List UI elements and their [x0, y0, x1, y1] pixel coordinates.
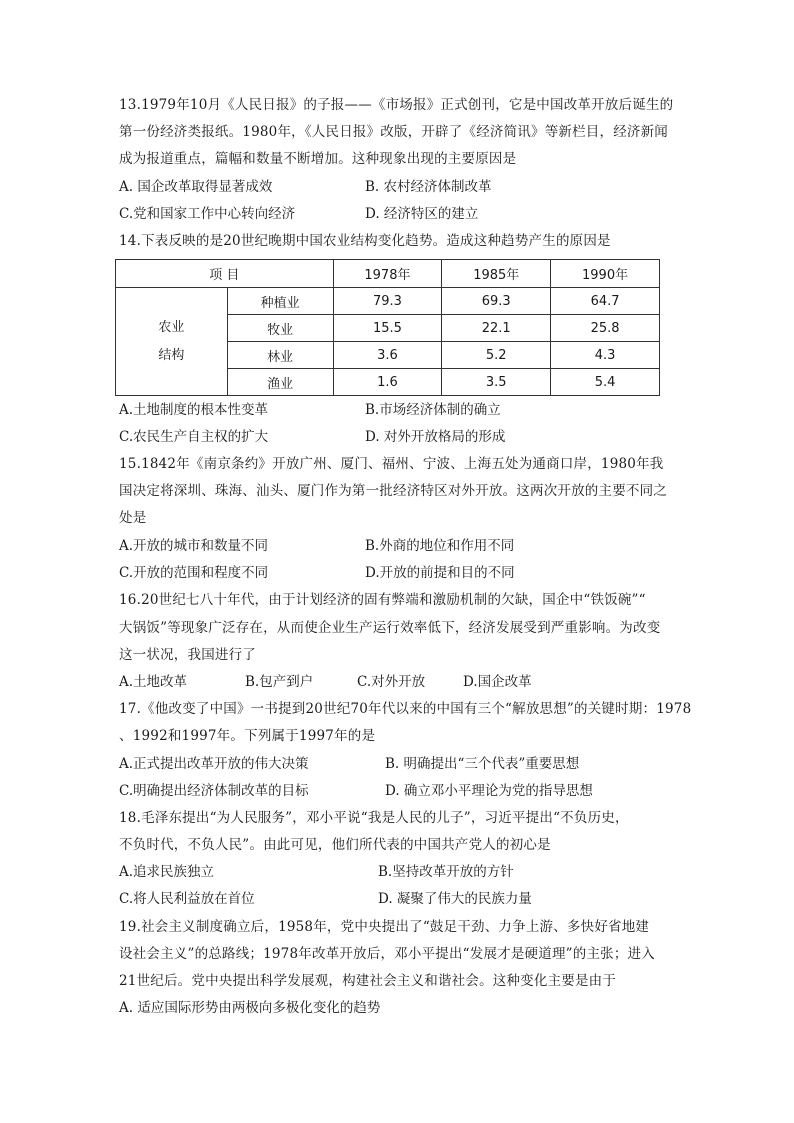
q14-option-b[interactable]: B.市场经济体制的确立	[365, 402, 501, 418]
table-cell: 3.6	[333, 342, 442, 369]
table-cell: 4.3	[551, 342, 660, 369]
q17-option-d[interactable]: D. 确立邓小平理论为党的指导思想	[385, 783, 593, 799]
q17-option-b[interactable]: B. 明确提出“三个代表”重要思想	[385, 756, 580, 772]
table-cell: 5.2	[442, 342, 551, 369]
row-name: 种植业	[227, 288, 333, 315]
row-name: 渔业	[227, 369, 333, 396]
q14-option-a[interactable]: A.土地制度的根本性变革	[119, 402, 269, 418]
q17-stem-line-1: 17.《他改变了中国》一书提到20世纪70年代以来的中国有三个“解放思想”的关键时期：1978	[119, 701, 692, 717]
q18-option-a[interactable]: A.追求民族独立	[119, 864, 215, 880]
table-cell: 3.5	[442, 369, 551, 396]
q18-stem-line-1: 18.毛泽东提出“为人民服务”，邓小平说“我是人民的儿子”，习近平提出“不负历史，	[119, 810, 629, 826]
agriculture-structure-table	[115, 259, 660, 396]
group-label-line-2: 结构	[158, 347, 185, 363]
table-cell: 15.5	[333, 315, 442, 342]
q14-option-d[interactable]: D. 对外开放格局的形成	[365, 429, 506, 445]
q13-stem-line-1: 13.1979年10月《人民日报》的子报——《市场报》正式创刊，它是中国改革开放后诞生的	[119, 97, 674, 113]
q15-option-b[interactable]: B.外商的地位和作用不同	[365, 538, 515, 554]
q18-option-b[interactable]: B.坚持改革开放的方针	[378, 864, 514, 880]
table-header-1990: 1990年	[551, 260, 660, 288]
q16-option-d[interactable]: D.国企改革	[463, 674, 532, 690]
q15-stem-line-1: 15.1842年《南京条约》开放广州、厦门、福州、宁波、上海五处为通商口岸，1980年我	[119, 456, 664, 472]
q19-stem-line-3: 21世纪后。党中央提出科学发展观，构建社会主义和谐社会。这种变化主要是由于	[119, 973, 617, 989]
q19-stem-line-2: 设社会主义”的总路线；1978年改革开放后，邓小平提出“发展才是硬道理”的主张；进入	[119, 946, 655, 962]
q19-stem-line-1: 19.社会主义制度确立后，1958年，党中央提出了“鼓足干劲、力争上游、多快好省地建	[119, 919, 650, 935]
q18-stem-line-2: 不负时代，不负人民”。由此可见，他们所代表的中国共产党人的初心是	[119, 837, 551, 853]
q13-stem-line-2: 第一份经济类报纸。1980年，《人民日报》改版，开辟了《经济简讯》等新栏目，经济新闻	[119, 124, 669, 140]
q14-option-c[interactable]: C.农民生产自主权的扩大	[119, 429, 269, 445]
q19-option-a[interactable]: A. 适应国际形势由两极向多极化变化的趋势	[119, 1000, 381, 1016]
q16-stem-line-1: 16.20世纪七八十年代，由于计划经济的固有弊端和激励机制的欠缺，国企中“铁饭碗”“	[119, 592, 646, 608]
table-cell: 5.4	[551, 369, 660, 396]
q17-option-c[interactable]: C.明确提出经济体制改革的目标	[119, 783, 309, 799]
q15-stem-line-2: 国决定将深圳、珠海、汕头、厦门作为第一批经济特区对外开放。这两次开放的主要不同之	[119, 483, 667, 499]
q17-option-a[interactable]: A.正式提出改革开放的伟大决策	[119, 756, 309, 772]
group-label-line-1: 农业	[158, 319, 185, 335]
q16-option-c[interactable]: C.对外开放	[357, 674, 426, 690]
q13-option-b[interactable]: B. 农村经济体制改革	[365, 179, 492, 195]
q17-stem-line-2: 、1992和1997年。下列属于1997年的是	[119, 728, 376, 744]
table-row	[116, 288, 660, 315]
q18-option-c[interactable]: C.将人民利益放在首位	[119, 891, 255, 907]
table-cell: 64.7	[551, 288, 660, 315]
q16-stem-line-3: 这一状况，我国进行了	[119, 647, 256, 663]
table-header-item: 项 目	[116, 260, 334, 288]
row-name: 牧业	[227, 315, 333, 342]
q15-option-c[interactable]: C.开放的范围和程度不同	[119, 565, 269, 581]
table-cell: 22.1	[442, 315, 551, 342]
q13-stem-line-3: 成为报道重点，篇幅和数量不断增加。这种现象出现的主要原因是	[119, 151, 517, 167]
q16-stem-line-2: 大锅饭”等现象广泛存在，从而使企业生产运行效率低下，经济发展受到严重影响。为改变	[119, 620, 661, 636]
q13-option-a[interactable]: A. 国企改革取得显著成效	[119, 179, 273, 195]
table-group-label	[116, 288, 228, 396]
q13-option-c[interactable]: C.党和国家工作中心转向经济	[119, 206, 296, 222]
table-cell: 79.3	[333, 288, 442, 315]
table-cell: 25.8	[551, 315, 660, 342]
table-cell: 69.3	[442, 288, 551, 315]
q15-stem-line-3: 处是	[119, 510, 147, 526]
q16-option-a[interactable]: A.土地改革	[119, 674, 188, 690]
table-header-1978: 1978年	[333, 260, 442, 288]
q15-option-d[interactable]: D.开放的前提和目的不同	[365, 565, 515, 581]
q14-stem-line-1: 14.下表反映的是20世纪晚期中国农业结构变化趋势。造成这种趋势产生的原因是	[119, 233, 611, 249]
q15-option-a[interactable]: A.开放的城市和数量不同	[119, 538, 269, 554]
row-name: 林业	[227, 342, 333, 369]
table-header-1985: 1985年	[442, 260, 551, 288]
q13-option-d[interactable]: D. 经济特区的建立	[365, 206, 479, 222]
table-header-row	[116, 260, 660, 288]
table-cell: 1.6	[333, 369, 442, 396]
q16-option-b[interactable]: B.包产到户	[245, 674, 314, 690]
q18-option-d[interactable]: D. 凝聚了伟大的民族力量	[378, 891, 532, 907]
